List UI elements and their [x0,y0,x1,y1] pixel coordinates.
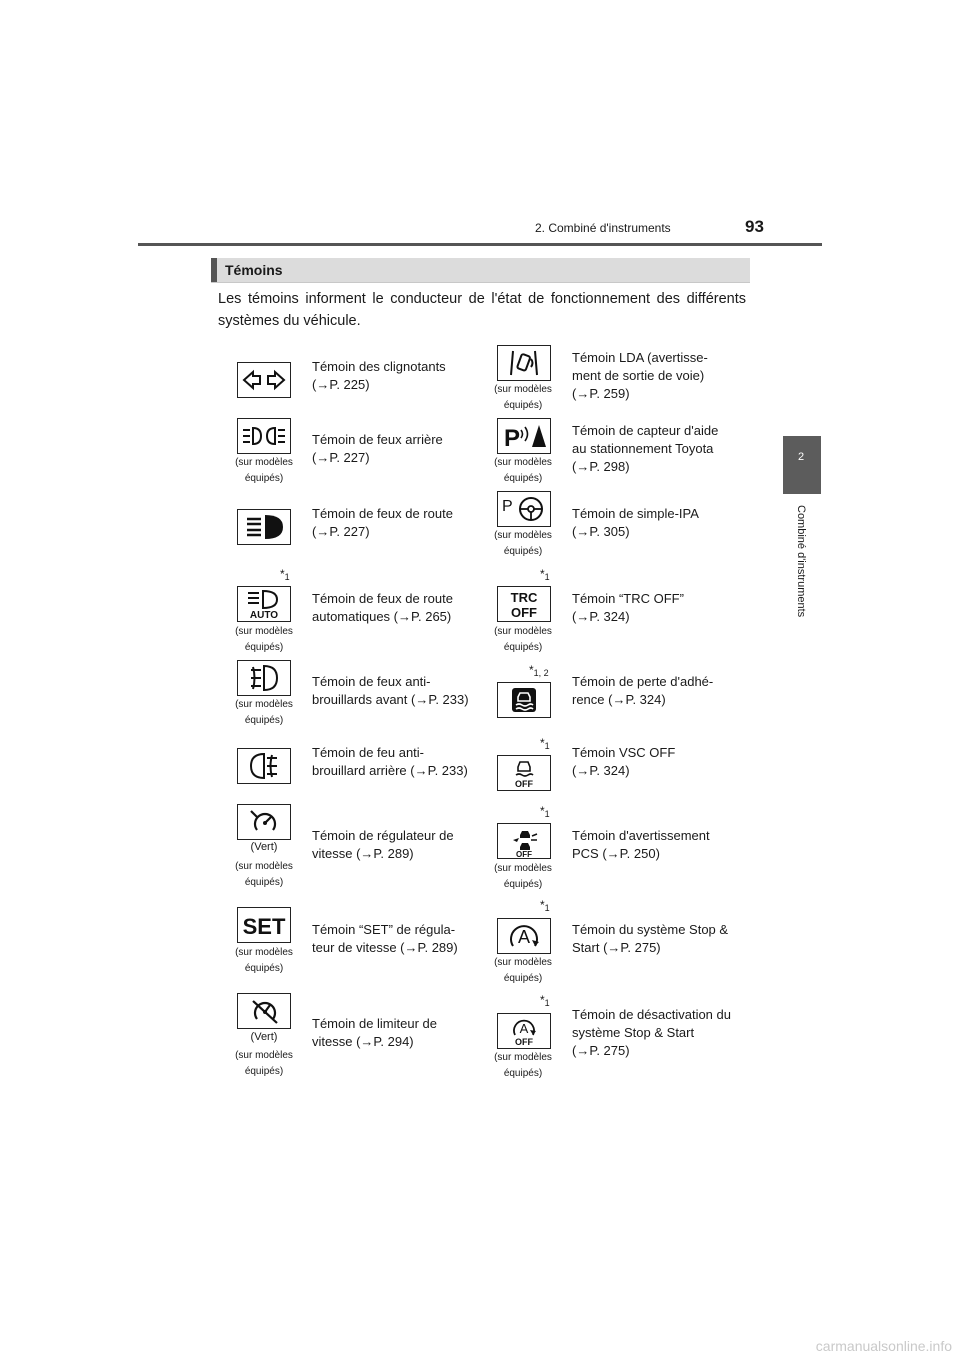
pcs-warning-icon [497,823,551,859]
vsc-off-icon [497,755,551,791]
indicator-description: Témoin “TRC OFF” (→P. 324) [572,591,684,624]
lda-icon [497,345,551,381]
off-label: OFF [511,605,537,620]
indicator-description: Témoin de feux anti- brouillards avant (→P. 233) [312,674,469,707]
slip-icon [497,682,551,718]
off-label: OFF [516,850,532,857]
indicator-description: Témoin de limiteur de vitesse (→P. 294) [312,1016,437,1049]
equipped-note: (sur modèles équipés) [494,626,552,653]
high-beam-icon [237,509,291,545]
page-number: 93 [745,217,764,236]
equipped-note: (sur modèles équipés) [235,861,293,888]
equipped-note: (sur modèles équipés) [494,384,552,411]
off-label: OFF [515,1037,533,1047]
indicator-description: Témoin des clignotants (→P. 225) [312,359,446,392]
section-heading-bar [211,258,750,283]
trc-label: TRC [510,590,538,605]
set-icon [237,907,291,943]
indicator-description: Témoin VSC OFF (→P. 324) [572,745,676,778]
auto-high-beam-icon [237,586,291,622]
indicator-description: Témoin “SET” de régula- teur de vitesse (→P. 289) [312,922,458,955]
indicator-description: Témoin de simple-IPA (→P. 305) [572,506,699,539]
trc-off-icon [497,586,551,622]
stop-start-off-icon [497,1013,551,1049]
turn-signal-icon [237,362,291,398]
footnote-marker: $*_1$ [540,567,550,582]
footnote-marker: $*_1$ [280,567,290,582]
svg-text:P: P [502,498,513,515]
color-note: (Vert) [250,841,278,853]
front-fog-icon [237,660,291,696]
footnote-marker: $*_1$ [540,736,550,751]
footnote-marker: $*_1$ [540,898,550,913]
indicator-description: Témoin d'avertissement PCS (→P. 250) [572,828,710,861]
equipped-note: (sur modèles équipés) [494,530,552,557]
equipped-note: (sur modèles équipés) [494,863,552,890]
footnote-marker: $*_1$ [540,804,550,819]
equipped-note: (sur modèles équipés) [494,1052,552,1079]
indicator-description: Témoin de feux de route automatiques (→P. 265) [312,591,453,624]
indicator-description: Témoin de régulateur de vitesse (→P. 289) [312,828,454,861]
off-label: OFF [515,779,533,789]
indicator-description: Témoin de feux de route (→P. 227) [312,506,453,539]
section-intro: Les témoins informent le conducteur de l'état de fonctionnement des différents systèmes du véhicule. [218,291,746,329]
footer-watermark: carmanualsonline.info [815,1338,952,1354]
a-label: A [517,927,531,947]
section-title: Témoins [225,262,283,278]
equipped-note: (sur modèles équipés) [235,626,293,653]
equipped-note: (sur modèles équipés) [494,457,552,484]
chapter-side-label: Combiné d'instruments [795,505,807,618]
a-label: A [519,1021,529,1036]
stop-start-icon [497,918,551,954]
equipped-note: (sur modèles équipés) [235,947,293,974]
chapter-side-tab-number: 2 [798,451,805,463]
header-rule [138,243,822,246]
indicator-description: Témoin de perte d'adhé- rence (→P. 324) [572,674,714,707]
equipped-note: (sur modèles équipés) [235,1050,293,1077]
chapter-title: 2. Combiné d'instruments [535,221,671,235]
indicator-description: Témoin LDA (avertisse- ment de sortie de voie) (→P. 259) [572,350,708,401]
indicator-description: Témoin de désactivation du système Stop & Start (→P. 275) [572,1007,731,1058]
svg-text:P: P [504,425,521,452]
rear-fog-icon [237,748,291,784]
indicator-description: Témoin du système Stop & Start (→P. 275) [572,922,729,955]
indicator-description: Témoin de feu anti- brouillard arrière (→P. 233) [312,745,468,778]
equipped-note: (sur modèles équipés) [235,699,293,726]
section-heading-accent [211,258,217,282]
color-note: (Vert) [250,1031,278,1043]
simple-ipa-icon [497,491,551,527]
footnote-marker: $*_{1, 2}$ [529,663,549,678]
chapter-side-tab [783,436,821,494]
indicator-description: Témoin de feux arrière (→P. 227) [312,432,443,465]
footnote-marker: $*_1$ [540,993,550,1008]
equipped-note: (sur modèles équipés) [235,457,293,484]
tail-light-icon [237,418,291,454]
equipped-note: (sur modèles équipés) [494,957,552,984]
indicator-description: Témoin de capteur d'aide au stationnement Toyota (→P. 298) [572,423,719,474]
set-label: SET [242,914,286,939]
cruise-control-icon [237,804,291,840]
speed-limiter-icon [237,993,291,1029]
parking-sensor-icon [497,418,551,454]
auto-label: AUTO [249,610,279,620]
